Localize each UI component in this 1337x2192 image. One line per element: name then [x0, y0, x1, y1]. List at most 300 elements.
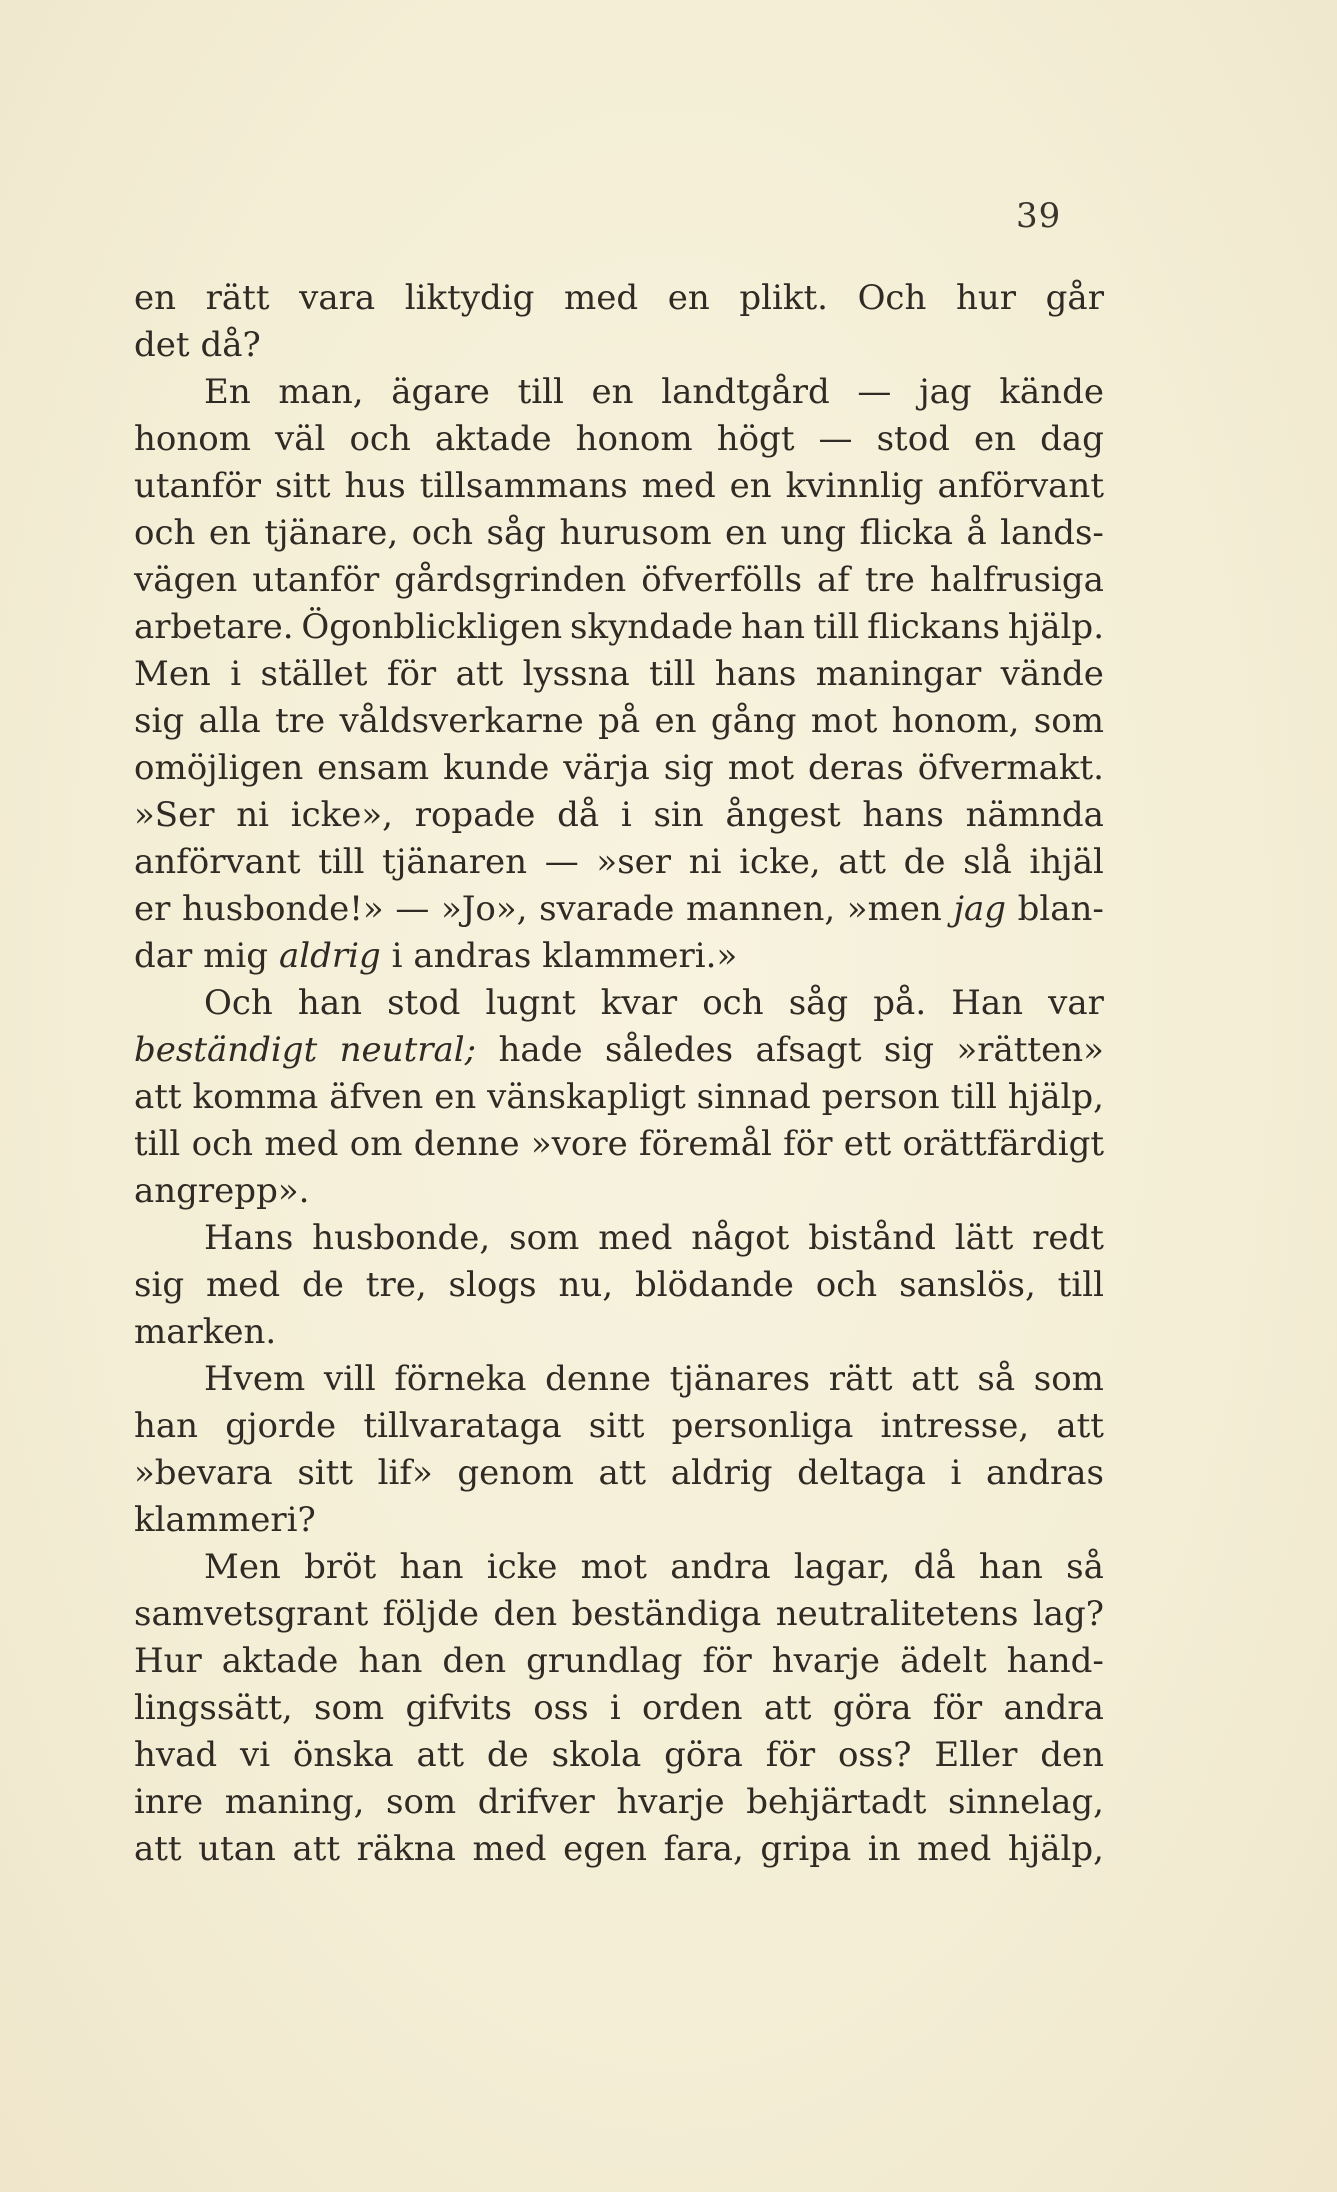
text-line — [134, 369, 1104, 416]
word: han — [399, 1547, 464, 1587]
word: en — [729, 466, 772, 506]
word: gårdsgrinden — [394, 560, 627, 600]
word: mot — [810, 701, 878, 741]
word: egen — [563, 1829, 648, 1869]
word: sig — [134, 701, 185, 741]
word: med — [917, 1829, 992, 1869]
word: då — [557, 795, 600, 835]
word: tjänaren — [382, 842, 528, 882]
word: rätt — [828, 1359, 893, 1399]
word: som — [314, 1688, 385, 1728]
word: som — [1033, 1359, 1104, 1399]
word: maning, — [224, 1782, 365, 1822]
word: med — [641, 466, 716, 506]
word: deras — [808, 748, 904, 788]
word: hvad — [134, 1735, 218, 1775]
word: äfven — [329, 1077, 424, 1117]
word: sin — [653, 795, 704, 835]
word: och — [191, 1124, 254, 1164]
word: de — [486, 1735, 529, 1775]
word: en — [654, 701, 697, 741]
word: ihjäl — [1029, 842, 1104, 882]
word: rätt — [205, 278, 270, 318]
word: hur — [956, 278, 1017, 318]
word: Och — [857, 278, 927, 318]
text-line — [134, 557, 1104, 604]
word: fara, — [663, 1829, 744, 1869]
word: komma — [192, 1077, 319, 1117]
word: flicka — [859, 513, 953, 553]
word: var — [1048, 983, 1104, 1023]
word: önska — [292, 1735, 394, 1775]
word: tillsammans — [419, 466, 628, 506]
word: omöjligen — [134, 748, 304, 788]
text-line — [134, 1121, 1104, 1168]
word: ångest — [725, 795, 841, 835]
word: gripa — [760, 1829, 852, 1869]
word: den — [493, 1594, 558, 1634]
word: halfrusiga — [929, 560, 1104, 600]
word: lag? — [1032, 1594, 1104, 1634]
word: följde — [382, 1594, 479, 1634]
word: i — [609, 1688, 621, 1728]
word: maningar — [815, 654, 982, 694]
word: neutralitetens — [775, 1594, 1019, 1634]
word: denne — [545, 1359, 651, 1399]
word: lätt — [954, 1218, 1014, 1258]
text-line — [134, 651, 1104, 698]
word: det — [134, 325, 190, 365]
word: plikt. — [739, 278, 828, 318]
word: icke», — [290, 795, 393, 835]
word: till — [517, 372, 564, 412]
word: hans — [714, 654, 797, 694]
word: blödande — [634, 1265, 794, 1305]
word: öfvermakt. — [917, 748, 1104, 788]
word: en — [591, 372, 634, 412]
word: i — [950, 1453, 962, 1493]
word: man, — [278, 372, 364, 412]
word: klammeri.» — [542, 936, 738, 976]
word: drifver — [477, 1782, 595, 1822]
word: till — [649, 654, 696, 694]
text-line — [134, 745, 1104, 792]
word: skola — [551, 1735, 642, 1775]
word: Ögonblickligen — [301, 607, 563, 647]
word: kvinnlig — [785, 466, 924, 506]
word: honom — [134, 419, 251, 459]
word: anförvant — [134, 842, 301, 882]
word: Hur — [134, 1641, 202, 1681]
word: bröt — [304, 1547, 377, 1587]
word: af — [817, 560, 850, 600]
word: »vore — [530, 1124, 628, 1164]
word: i — [230, 654, 242, 694]
word: andra — [1003, 1688, 1104, 1728]
word: orden — [642, 1688, 743, 1728]
word: stod — [387, 983, 461, 1023]
word: på. — [873, 983, 927, 1023]
word: tjänare, — [264, 513, 399, 553]
word: dar — [134, 936, 193, 976]
text-line — [134, 1732, 1104, 1779]
word: ung — [780, 513, 847, 553]
page-number: 39 — [1016, 196, 1062, 236]
word: för — [783, 1124, 833, 1164]
text-line — [134, 1215, 1104, 1262]
word: sitt — [588, 1406, 645, 1446]
word: han — [978, 1547, 1043, 1587]
word: deltaga — [797, 1453, 926, 1493]
word: landtgård — [661, 372, 830, 412]
word: förneka — [394, 1359, 527, 1399]
word: att — [911, 1359, 959, 1399]
word: till — [1057, 1265, 1104, 1305]
word: andra — [670, 1547, 771, 1587]
word: om — [349, 1124, 403, 1164]
word: som — [386, 1782, 457, 1822]
word: att — [416, 1735, 465, 1775]
text-line — [134, 980, 1104, 1027]
word: aldrig — [278, 936, 381, 976]
word: och — [702, 983, 764, 1023]
word: öfverfölls — [641, 560, 803, 600]
word: gifvits — [405, 1688, 512, 1728]
word: hjälp, — [1007, 1077, 1104, 1117]
word: som — [509, 1218, 580, 1258]
word: ädelt — [899, 1641, 987, 1681]
text-line — [134, 792, 1104, 839]
word: genom — [457, 1453, 574, 1493]
word: sinnad — [696, 1077, 811, 1117]
word: ägare — [391, 372, 490, 412]
word: lif» — [377, 1453, 433, 1493]
word: intresse, — [880, 1406, 1030, 1446]
text-line — [134, 1544, 1104, 1591]
word: person — [821, 1077, 940, 1117]
word: en — [667, 278, 710, 318]
word: nu, — [558, 1265, 614, 1305]
word: personliga — [671, 1406, 854, 1446]
text-line — [134, 463, 1104, 510]
word: utanför — [134, 466, 262, 506]
word: tre, — [365, 1265, 427, 1305]
word: afsagt — [755, 1030, 862, 1070]
word: hade — [498, 1030, 583, 1070]
word: vara — [299, 278, 376, 318]
text-line — [134, 1168, 1104, 1215]
word: sitt — [274, 466, 331, 506]
word: lyssna — [522, 654, 630, 694]
word: med — [205, 1265, 281, 1305]
word: — — [857, 372, 892, 412]
word: tillvarataga — [363, 1406, 562, 1446]
word: »rätten» — [956, 1030, 1104, 1070]
word: att — [763, 1688, 812, 1728]
word: han — [297, 983, 362, 1023]
word: han — [740, 607, 806, 647]
word: — — [395, 889, 430, 929]
text-line — [134, 1638, 1104, 1685]
word: göra — [832, 1688, 912, 1728]
word: gång — [710, 701, 797, 741]
word: att — [598, 1453, 647, 1493]
text-line — [134, 1497, 1104, 1544]
word: in — [867, 1829, 901, 1869]
word: mig — [203, 936, 269, 976]
text-line — [134, 698, 1104, 745]
word: och — [349, 419, 411, 459]
word: oss — [533, 1688, 589, 1728]
word: väl — [275, 419, 326, 459]
word: icke — [486, 1547, 558, 1587]
text-line — [134, 275, 1104, 322]
word: vi — [239, 1735, 271, 1775]
word: husbonde!» — [181, 889, 384, 929]
text-line — [134, 839, 1104, 886]
word: tre — [864, 560, 915, 600]
word: lugnt — [485, 983, 576, 1023]
text-line — [134, 1685, 1104, 1732]
word: klammeri? — [134, 1500, 316, 1540]
word: på — [598, 701, 641, 741]
word: för — [765, 1735, 816, 1775]
word: den — [442, 1641, 507, 1681]
text-line — [134, 933, 1104, 980]
word: hjälp, — [1007, 1829, 1104, 1869]
word: mot — [580, 1547, 647, 1587]
text-line — [134, 510, 1104, 557]
word: att — [838, 842, 886, 882]
word: värja — [563, 748, 650, 788]
word: stod — [876, 419, 950, 459]
word: arbetare. — [134, 607, 294, 647]
word: redt — [1032, 1218, 1104, 1258]
text-line — [134, 886, 1104, 933]
word: utan — [198, 1829, 276, 1869]
word: beständigt — [134, 1030, 318, 1070]
text-line — [134, 604, 1104, 651]
word: till — [134, 1124, 181, 1164]
word: sig — [134, 1265, 185, 1305]
word: dag — [1040, 419, 1104, 459]
word: att — [134, 1077, 182, 1117]
word: något — [691, 1218, 790, 1258]
word: med — [472, 1829, 547, 1869]
word: att — [292, 1829, 341, 1869]
word: en — [434, 1077, 477, 1117]
word: lingssätt, — [134, 1688, 293, 1728]
word: behjärtadt — [746, 1782, 927, 1822]
word: jag — [919, 372, 972, 412]
word: husbonde, — [312, 1218, 491, 1258]
word: våldsverkarne — [339, 701, 584, 741]
word: beständiga — [571, 1594, 762, 1634]
word: till — [318, 842, 365, 882]
word: — — [818, 419, 853, 459]
word: andras — [413, 936, 532, 976]
word: Eller — [934, 1735, 1018, 1775]
word: föremål — [639, 1124, 772, 1164]
word: och — [815, 1265, 878, 1305]
word: inre — [134, 1782, 204, 1822]
word: han — [358, 1641, 423, 1681]
word: kände — [999, 372, 1104, 412]
word: honom, — [891, 701, 1020, 741]
word: gjorde — [225, 1406, 337, 1446]
word: denne — [413, 1124, 520, 1164]
text-line — [134, 1027, 1104, 1074]
word: hjälp. — [1007, 607, 1104, 647]
word: en — [973, 419, 1017, 459]
word: lands- — [1000, 513, 1104, 553]
word: samvetsgrant — [134, 1594, 369, 1634]
word: er — [134, 889, 171, 929]
word: mot — [727, 748, 795, 788]
word: så — [1066, 1547, 1104, 1587]
word: och — [411, 513, 474, 553]
word: Och — [204, 983, 273, 1023]
text-line — [134, 1074, 1104, 1121]
word: aktade — [434, 419, 552, 459]
text-line — [134, 322, 1104, 369]
word: till — [950, 1077, 997, 1117]
word: Han — [951, 983, 1024, 1023]
word: de — [903, 842, 946, 882]
word: anförvant — [937, 466, 1104, 506]
text-line — [134, 1779, 1104, 1826]
word: vill — [323, 1359, 376, 1399]
word: stället — [260, 654, 368, 694]
word: så — [977, 1359, 1016, 1399]
word: tre — [275, 701, 326, 741]
word: räkna — [356, 1829, 456, 1869]
word: tjänares — [669, 1359, 811, 1399]
word: med — [264, 1124, 339, 1164]
text-line — [134, 1826, 1104, 1873]
word: En — [204, 372, 251, 412]
word: sig — [663, 748, 714, 788]
word: mannen, — [686, 889, 836, 929]
text-line — [134, 1591, 1104, 1638]
word: neutral; — [339, 1030, 477, 1070]
word: »ser — [596, 842, 672, 882]
word: för — [386, 654, 437, 694]
word: aldrig — [670, 1453, 773, 1493]
word: sitt — [297, 1453, 353, 1493]
word: att — [1056, 1406, 1104, 1446]
word: grundlag — [526, 1641, 683, 1681]
word: till — [812, 607, 860, 647]
word: med — [598, 1218, 673, 1258]
word: då — [913, 1547, 956, 1587]
word: icke, — [739, 842, 821, 882]
word: och — [134, 513, 196, 553]
text-line — [134, 416, 1104, 463]
word: ett — [843, 1124, 892, 1164]
word: oss? — [837, 1735, 912, 1775]
word: att — [134, 1829, 182, 1869]
word: flickans — [867, 607, 1000, 647]
word: göra — [664, 1735, 743, 1775]
word: han — [134, 1406, 199, 1446]
word: lagar, — [793, 1547, 891, 1587]
word: alla — [198, 701, 261, 741]
word: sanslös, — [899, 1265, 1036, 1305]
word: andras — [986, 1453, 1104, 1493]
word: går — [1045, 278, 1104, 318]
word: hvarje — [771, 1641, 881, 1681]
word: Hans — [204, 1218, 294, 1258]
word: för — [702, 1641, 752, 1681]
word: vände — [1000, 654, 1104, 694]
word: hans — [862, 795, 944, 835]
word: vägen — [134, 560, 238, 600]
word: hand- — [1006, 1641, 1104, 1681]
word: vänskapligt — [487, 1077, 686, 1117]
word: svarade — [539, 889, 675, 929]
word: ni — [688, 842, 722, 882]
word: den — [1040, 1735, 1104, 1775]
word: »Jo», — [440, 889, 528, 929]
word: bistånd — [808, 1218, 936, 1258]
word: Men — [134, 654, 211, 694]
word: Hvem — [204, 1359, 306, 1399]
word: skyndade — [570, 607, 734, 647]
word: högt — [716, 419, 795, 459]
word: att — [455, 654, 504, 694]
word: således — [605, 1030, 734, 1070]
word: hus — [344, 466, 406, 506]
word: en — [725, 513, 768, 553]
word: sig — [883, 1030, 935, 1070]
word: å — [966, 513, 987, 553]
word: ensam — [317, 748, 430, 788]
word: såg — [788, 983, 849, 1023]
word: såg — [486, 513, 546, 553]
text-line — [134, 1309, 1104, 1356]
word: »Ser — [134, 795, 215, 835]
word: Men — [204, 1547, 281, 1587]
word: kunde — [443, 748, 550, 788]
word: blan- — [1017, 889, 1104, 929]
word: — — [544, 842, 579, 882]
word: slå — [963, 842, 1012, 882]
word: orättfärdigt — [902, 1124, 1104, 1164]
text-line — [134, 1403, 1104, 1450]
word: nämnda — [965, 795, 1104, 835]
body-text — [134, 275, 1104, 1873]
word: de — [302, 1265, 344, 1305]
word: honom — [575, 419, 693, 459]
word: hurusom — [559, 513, 712, 553]
word: »men — [846, 889, 942, 929]
word: utanför — [252, 560, 380, 600]
word: som — [1033, 701, 1104, 741]
text-line — [134, 1356, 1104, 1403]
word: kvar — [600, 983, 678, 1023]
word: i — [391, 936, 403, 976]
word: jag — [953, 889, 1007, 929]
word: ropade — [414, 795, 536, 835]
word: liktydig — [404, 278, 535, 318]
word: ni — [236, 795, 269, 835]
text-line — [134, 1450, 1104, 1497]
word: »bevara — [134, 1453, 273, 1493]
word: för — [932, 1688, 983, 1728]
word: slogs — [448, 1265, 537, 1305]
word: en — [134, 278, 177, 318]
